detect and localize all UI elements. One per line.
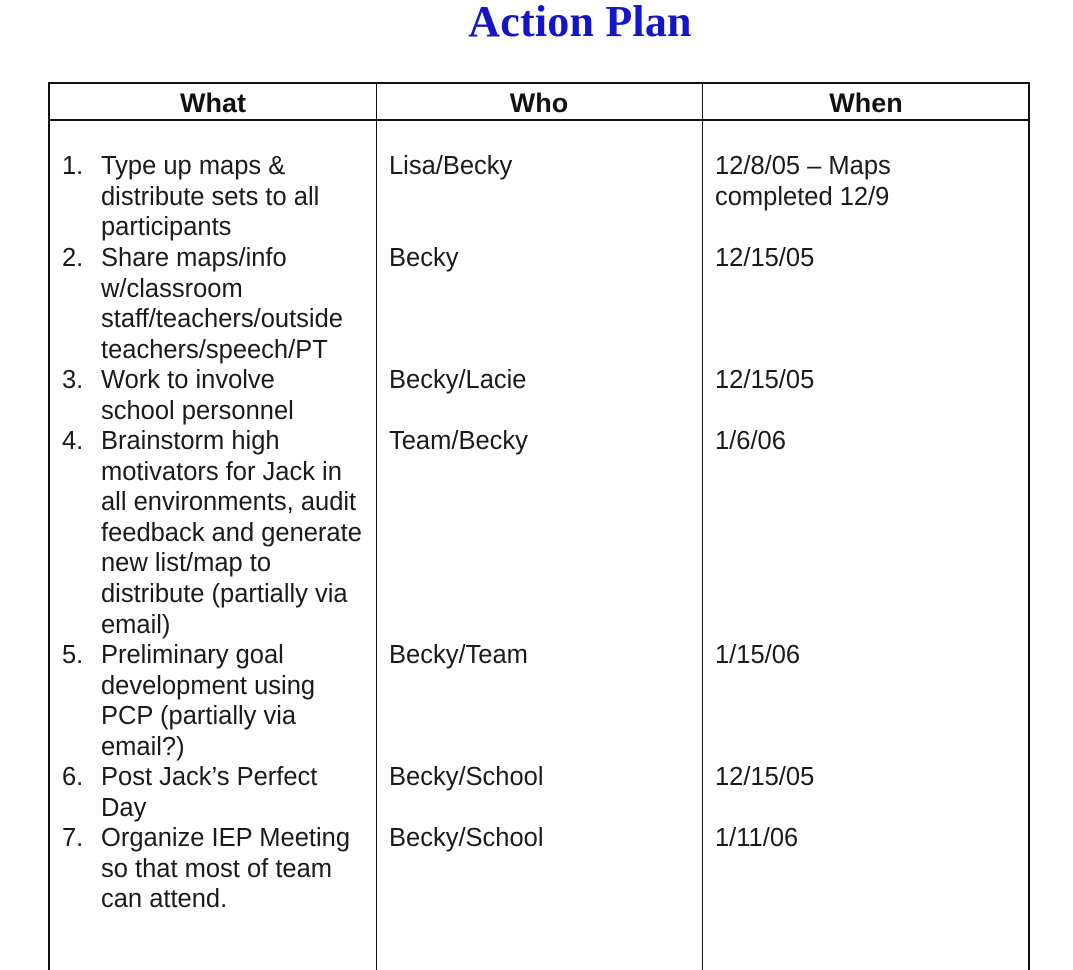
row-what: Post Jack’s Perfect Day: [101, 763, 318, 822]
header-who: Who: [509, 88, 569, 118]
action-plan-table: [48, 82, 1030, 970]
row-number: 6.: [62, 763, 84, 791]
row-who: Becky/Team: [389, 641, 528, 669]
row-when: 12/15/05: [715, 244, 815, 272]
row-who: Becky/Lacie: [389, 366, 527, 394]
row-when: 12/15/05: [715, 366, 815, 394]
row-when: 1/6/06: [715, 427, 786, 455]
row-number: 2.: [62, 244, 84, 272]
row-what: Brainstorm high motivators for Jack in all environments, audit feedback and generate new list/map to distribute (partially via email): [101, 427, 362, 639]
row-what: Organize IEP Meeting so that most of team can attend.: [101, 824, 350, 914]
row-number: 1.: [62, 152, 84, 180]
row-when: 1/15/06: [715, 641, 801, 669]
row-what: Work to involve school personnel: [101, 366, 294, 425]
row-when: 12/15/05: [715, 763, 815, 791]
row-who: Becky/School: [389, 763, 544, 791]
row-who: Becky: [389, 244, 459, 272]
row-what: Type up maps & distribute sets to all participants: [101, 152, 320, 242]
column-divider: [702, 84, 703, 970]
row-number: 3.: [62, 366, 84, 394]
header-when: When: [829, 88, 903, 118]
page-title: Action Plan: [468, 0, 692, 46]
row-number: 4.: [62, 427, 84, 455]
row-number: 7.: [62, 824, 84, 852]
column-divider: [376, 84, 377, 970]
row-who: Becky/School: [389, 824, 544, 852]
row-what: Preliminary goal development using PCP (partially via email?): [101, 641, 316, 761]
header-what: What: [180, 88, 246, 118]
row-when: 1/11/06: [715, 824, 799, 852]
row-when: 12/8/05 – Maps completed 12/9: [715, 152, 891, 211]
row-number: 5.: [62, 641, 84, 669]
row-who: Lisa/Becky: [389, 152, 513, 180]
row-who: Team/Becky: [389, 427, 528, 455]
row-what: Share maps/info w/classroom staff/teachers/outside teachers/speech/PT: [101, 244, 343, 364]
